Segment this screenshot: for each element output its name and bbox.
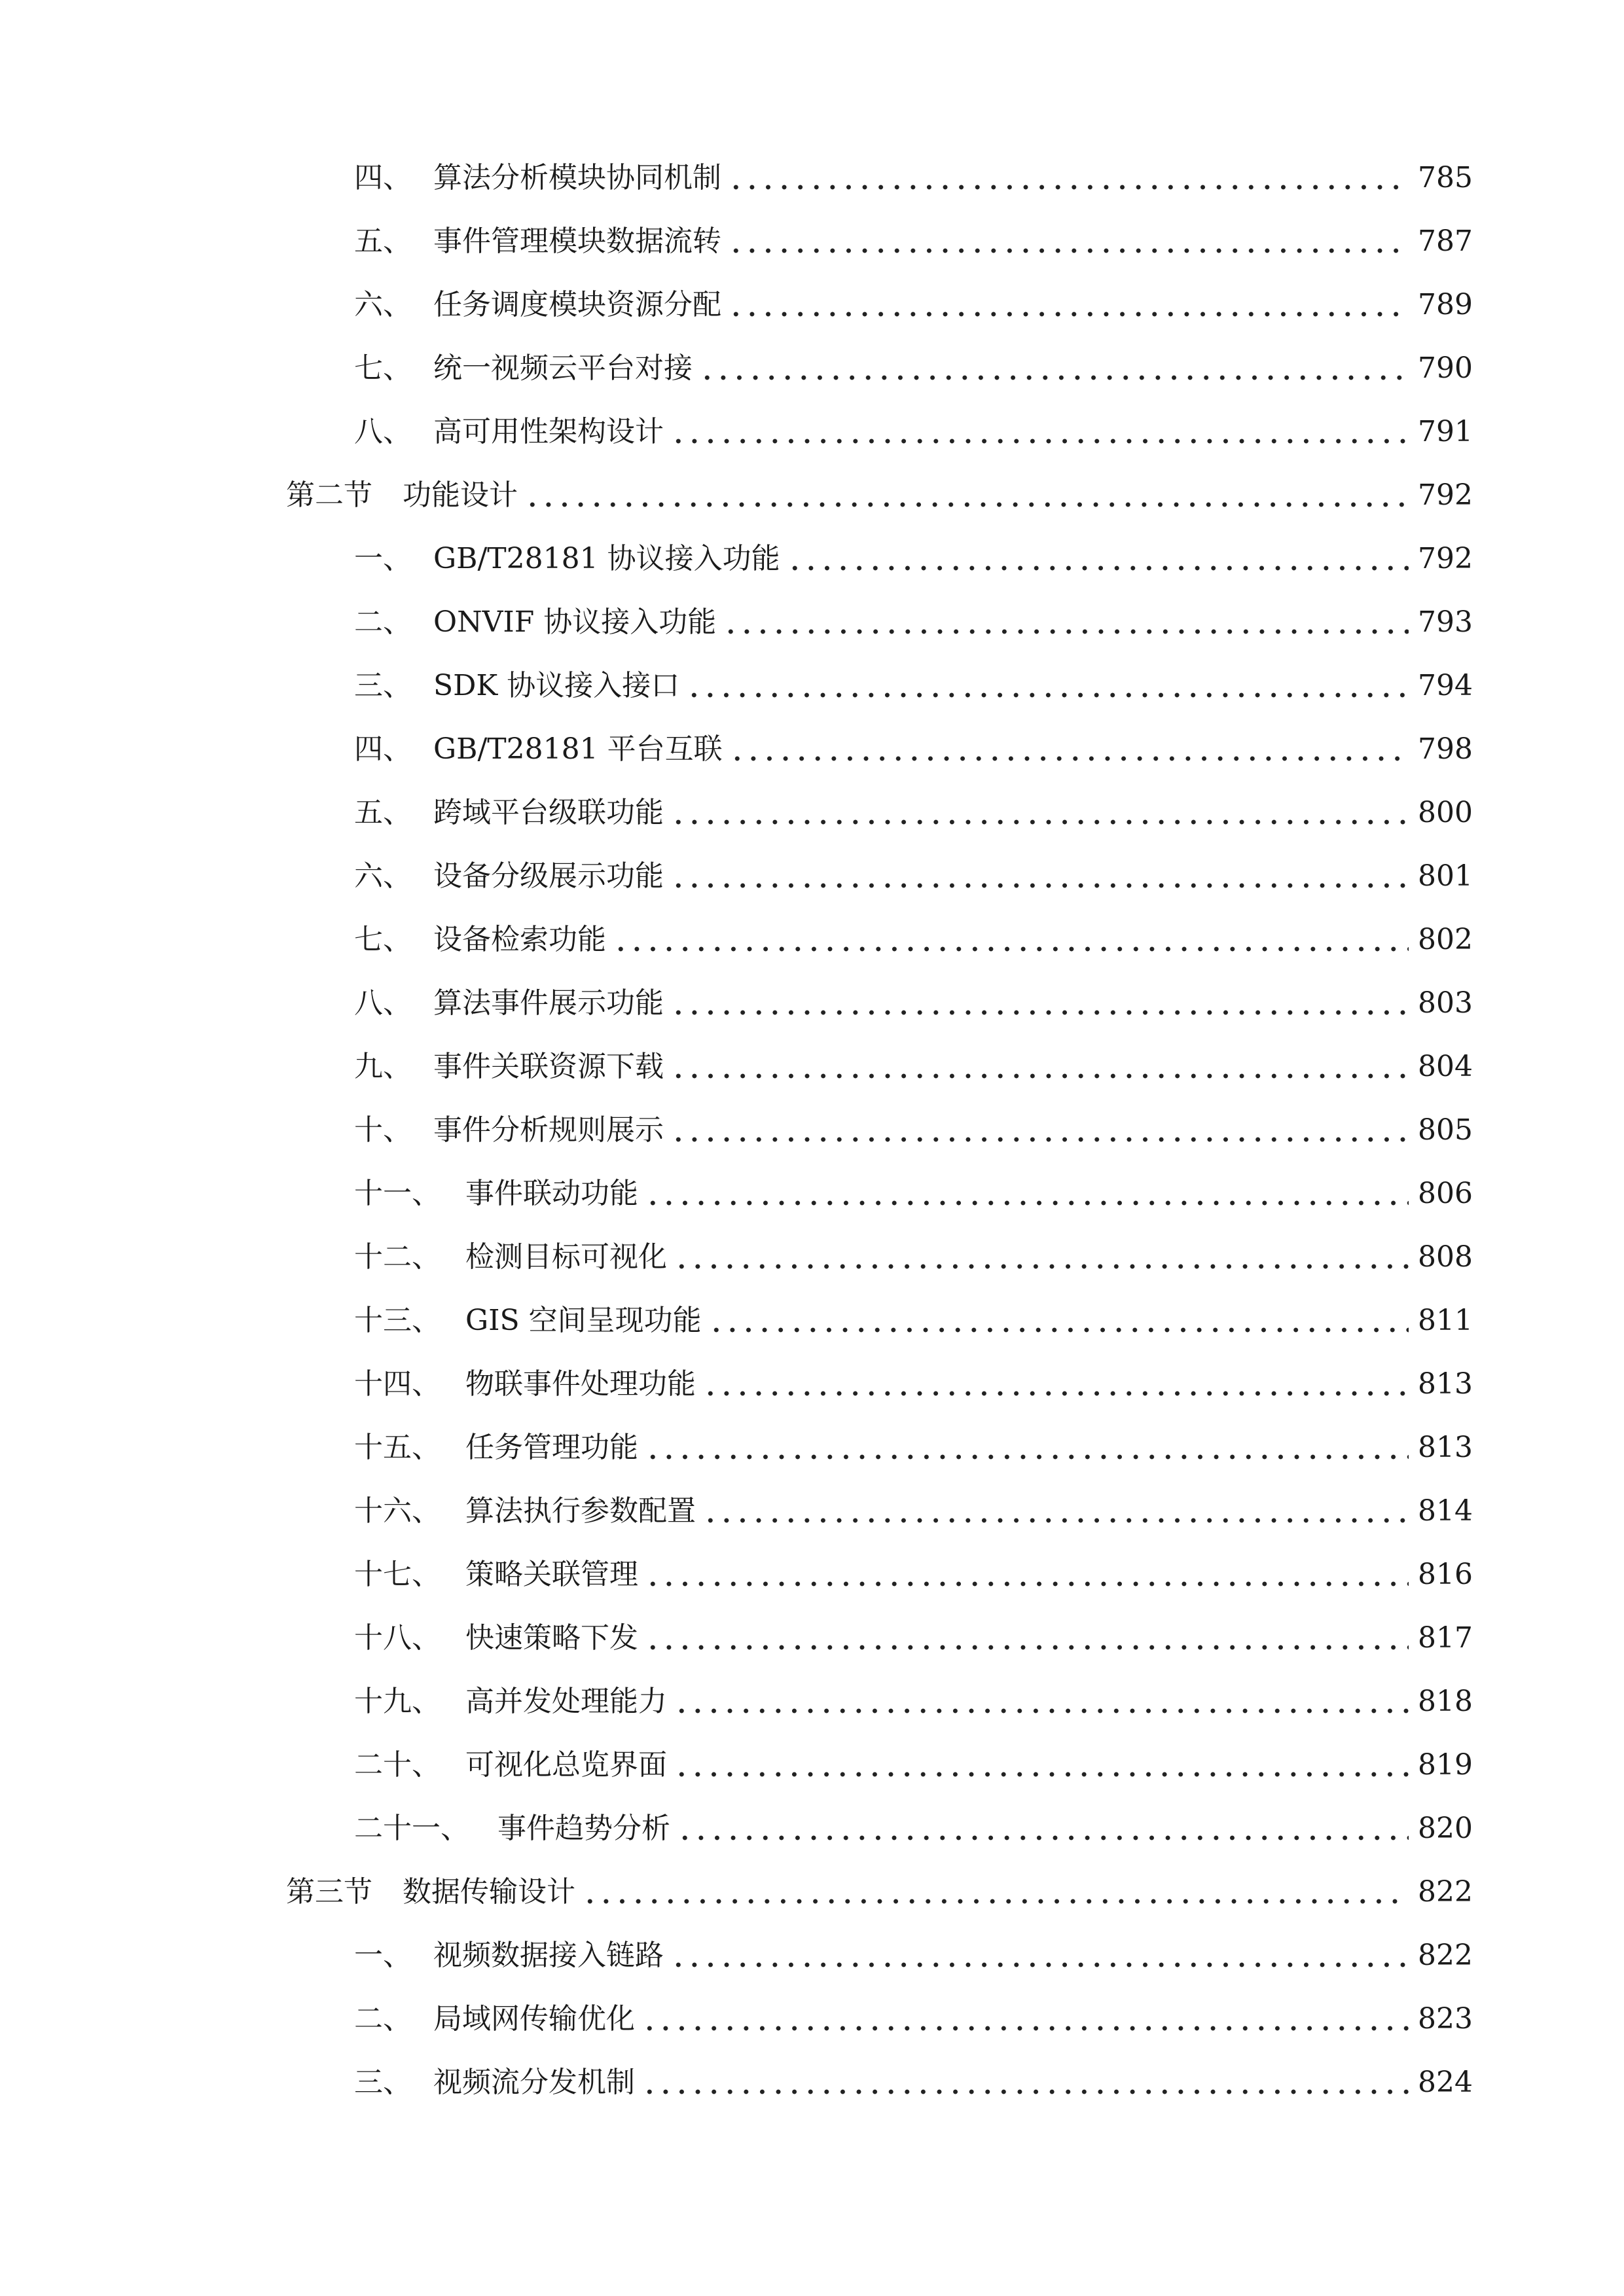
toc-entry[interactable] — [354, 1416, 1473, 1479]
toc-entry[interactable] — [354, 528, 1473, 590]
entry-page-number: 822 — [1418, 1939, 1473, 1972]
dot-leader — [641, 2006, 1409, 2032]
entry-page-number: 801 — [1418, 859, 1473, 893]
entry-page-number: 789 — [1418, 288, 1473, 321]
toc-section-entry[interactable] — [286, 464, 1473, 527]
toc-entry[interactable] — [354, 147, 1473, 209]
dot-leader — [670, 1943, 1409, 1969]
dot-leader — [670, 419, 1409, 445]
entry-title: 事件关联资源下载 — [433, 1050, 664, 1083]
dot-leader — [728, 228, 1409, 255]
entry-number: 十七、 — [354, 1558, 441, 1591]
entry-number: 一、 — [354, 542, 412, 575]
entry-page-number: 817 — [1418, 1621, 1473, 1655]
toc-entry[interactable] — [354, 1924, 1473, 1987]
toc-entry[interactable] — [354, 1670, 1473, 1733]
dot-leader — [670, 800, 1409, 826]
entry-page-number: 800 — [1418, 796, 1473, 829]
entry-title: GIS 空间呈现功能 — [465, 1304, 702, 1337]
dot-leader — [723, 609, 1409, 636]
entry-title: 视频流分发机制 — [433, 2066, 635, 2099]
entry-page-number: 793 — [1418, 605, 1473, 639]
entry-number: 十二、 — [354, 1240, 441, 1274]
entry-number: 十、 — [354, 1113, 412, 1147]
entry-number: 六、 — [354, 859, 412, 893]
entry-title: 策略关联管理 — [465, 1558, 638, 1591]
toc-entry[interactable] — [354, 274, 1473, 336]
entry-number: 二、 — [354, 605, 412, 639]
toc-entry[interactable] — [354, 1543, 1473, 1606]
entry-number: 十六、 — [354, 1494, 441, 1528]
toc-entry[interactable] — [354, 655, 1473, 717]
entry-number: 五、 — [354, 796, 412, 829]
entry-number: 三、 — [354, 2066, 412, 2099]
toc-entry[interactable] — [354, 908, 1473, 971]
entry-title: ONVIF 协议接入功能 — [433, 605, 717, 639]
dot-leader — [670, 1117, 1409, 1143]
toc-entry[interactable] — [354, 1988, 1473, 2051]
entry-page-number: 820 — [1418, 1812, 1473, 1845]
entry-page-number: 819 — [1418, 1748, 1473, 1782]
entry-title: 事件趋势分析 — [497, 1812, 670, 1845]
entry-number: 四、 — [354, 732, 412, 766]
entry-number: 一、 — [354, 1939, 412, 1972]
entry-number: 九、 — [354, 1050, 412, 1083]
entry-page-number: 811 — [1418, 1304, 1473, 1337]
dot-leader — [674, 1752, 1409, 1778]
entry-number: 三、 — [354, 669, 412, 702]
entry-number: 十五、 — [354, 1431, 441, 1464]
dot-leader — [729, 736, 1409, 762]
dot-leader — [645, 1181, 1409, 1207]
dot-leader — [641, 2070, 1409, 2096]
entry-title: 事件分析规则展示 — [433, 1113, 664, 1147]
entry-page-number: 808 — [1418, 1240, 1473, 1274]
section-number: 第二节 — [286, 478, 372, 512]
toc-entry[interactable] — [354, 401, 1473, 463]
entry-page-number: 814 — [1418, 1494, 1473, 1528]
section-number: 第三节 — [286, 1875, 372, 1909]
entry-page-number: 818 — [1418, 1685, 1473, 1718]
toc-entry[interactable] — [354, 845, 1473, 908]
toc-entry[interactable] — [354, 1353, 1473, 1416]
toc-entry[interactable] — [354, 1797, 1473, 1860]
entry-page-number: 787 — [1418, 224, 1473, 258]
toc-entry[interactable] — [354, 1289, 1473, 1352]
entry-title: 任务管理功能 — [465, 1431, 638, 1464]
dot-leader — [670, 863, 1409, 889]
entry-title: 统一视频云平台对接 — [433, 351, 693, 385]
entry-number: 八、 — [354, 415, 412, 448]
dot-leader — [674, 1244, 1409, 1270]
entry-page-number: 792 — [1418, 542, 1473, 575]
entry-number: 二、 — [354, 2002, 412, 2036]
entry-number: 四、 — [354, 161, 412, 194]
entry-number: 十八、 — [354, 1621, 441, 1655]
toc-entry[interactable] — [354, 781, 1473, 844]
toc-entry[interactable] — [354, 1734, 1473, 1797]
section-title: 数据传输设计 — [403, 1875, 575, 1909]
entry-number: 十四、 — [354, 1367, 441, 1401]
entry-page-number: 785 — [1418, 161, 1473, 194]
entry-number: 十一、 — [354, 1177, 441, 1210]
entry-number: 十三、 — [354, 1304, 441, 1337]
toc-entry[interactable] — [354, 718, 1473, 781]
toc-entry[interactable] — [354, 2051, 1473, 2114]
dot-leader — [645, 1562, 1409, 1588]
entry-page-number: 790 — [1418, 351, 1473, 385]
entry-title: 算法分析模块协同机制 — [433, 161, 721, 194]
entry-title: 事件管理模块数据流转 — [433, 224, 721, 258]
dot-leader — [686, 673, 1409, 699]
entry-page-number: 804 — [1418, 1050, 1473, 1083]
section-title: 功能设计 — [403, 478, 518, 512]
entry-page-number: 822 — [1418, 1875, 1473, 1909]
toc-entry[interactable] — [354, 1226, 1473, 1289]
entry-title: 算法事件展示功能 — [433, 986, 664, 1020]
entry-number: 八、 — [354, 986, 412, 1020]
dot-leader — [645, 1625, 1409, 1651]
entry-title: GB/T28181 平台互联 — [433, 732, 723, 766]
dot-leader — [708, 1308, 1409, 1334]
entry-number: 七、 — [354, 351, 412, 385]
entry-page-number: 802 — [1418, 923, 1473, 956]
dot-leader — [728, 292, 1409, 318]
entry-title: 算法执行参数配置 — [465, 1494, 696, 1528]
entry-title: 检测目标可视化 — [465, 1240, 667, 1274]
entry-title: 快速策略下发 — [465, 1621, 638, 1655]
toc-entry[interactable] — [354, 1480, 1473, 1543]
toc-entry[interactable] — [354, 210, 1473, 273]
entry-title: GB/T28181 协议接入功能 — [433, 542, 780, 575]
entry-title: 设备检索功能 — [433, 923, 606, 956]
entry-title: 物联事件处理功能 — [465, 1367, 696, 1401]
toc-entry[interactable] — [354, 1035, 1473, 1098]
entry-number: 七、 — [354, 923, 412, 956]
dot-leader — [645, 1435, 1409, 1461]
dot-leader — [699, 355, 1409, 382]
toc-entry[interactable] — [354, 972, 1473, 1035]
dot-leader — [524, 482, 1409, 509]
toc-entry[interactable] — [354, 1162, 1473, 1225]
dot-leader — [787, 546, 1409, 572]
toc-entry[interactable] — [354, 337, 1473, 400]
toc-entry[interactable] — [354, 591, 1473, 654]
entry-page-number: 805 — [1418, 1113, 1473, 1147]
entry-page-number: 794 — [1418, 669, 1473, 702]
entry-page-number: 823 — [1418, 2002, 1473, 2036]
dot-leader — [702, 1498, 1409, 1524]
entry-number: 二十一、 — [354, 1812, 469, 1845]
entry-title: 视频数据接入链路 — [433, 1939, 664, 1972]
entry-title: SDK 协议接入接口 — [433, 669, 680, 702]
entry-page-number: 813 — [1418, 1367, 1473, 1401]
entry-number: 六、 — [354, 288, 412, 321]
entry-page-number: 798 — [1418, 732, 1473, 766]
entry-page-number: 803 — [1418, 986, 1473, 1020]
dot-leader — [702, 1371, 1409, 1397]
entry-page-number: 824 — [1418, 2066, 1473, 2099]
entry-title: 可视化总览界面 — [465, 1748, 667, 1782]
toc-section-entry[interactable] — [286, 1861, 1473, 1924]
entry-title: 事件联动功能 — [465, 1177, 638, 1210]
dot-leader — [670, 990, 1409, 1016]
entry-page-number: 813 — [1418, 1431, 1473, 1464]
entry-title: 高可用性架构设计 — [433, 415, 664, 448]
entry-number: 十九、 — [354, 1685, 441, 1718]
entry-title: 跨域平台级联功能 — [433, 796, 664, 829]
dot-leader — [582, 1879, 1409, 1905]
entry-page-number: 792 — [1418, 478, 1473, 512]
entry-page-number: 806 — [1418, 1177, 1473, 1210]
entry-number: 二十、 — [354, 1748, 441, 1782]
dot-leader — [670, 1054, 1409, 1080]
entry-page-number: 816 — [1418, 1558, 1473, 1591]
toc-entry[interactable] — [354, 1607, 1473, 1670]
entry-title: 设备分级展示功能 — [433, 859, 664, 893]
entry-title: 任务调度模块资源分配 — [433, 288, 721, 321]
entry-title: 高并发处理能力 — [465, 1685, 667, 1718]
entry-number: 五、 — [354, 224, 412, 258]
dot-leader — [677, 1816, 1409, 1842]
dot-leader — [613, 927, 1409, 953]
toc-entry[interactable] — [354, 1099, 1473, 1162]
entry-page-number: 791 — [1418, 415, 1473, 448]
dot-leader — [728, 165, 1409, 191]
entry-title: 局域网传输优化 — [433, 2002, 635, 2036]
dot-leader — [674, 1689, 1409, 1715]
